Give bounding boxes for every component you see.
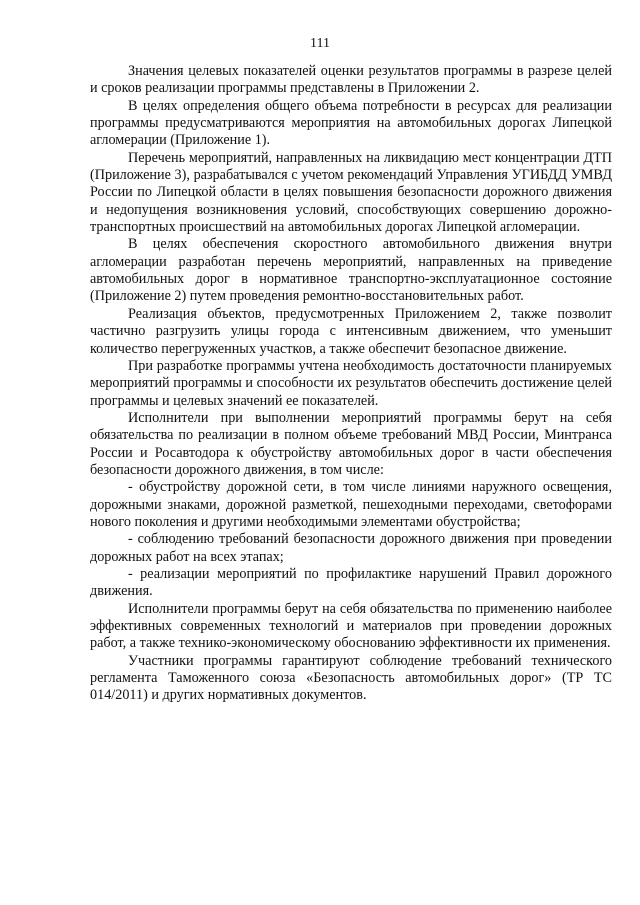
- page-number: 111: [310, 36, 330, 51]
- paragraph: В целях определения общего объема потребности в ресурсах для реализации программы предусматриваются мероприятия на автомобильных дорогах Липецкой агломерации (Приложение 1).: [90, 97, 612, 149]
- paragraph: При разработке программы учтена необходимость достаточности планируемых мероприятий программы и способности их результатов обеспечить достижение целей программы и целевых значений ее показателей.: [90, 357, 612, 409]
- paragraph: Реализация объектов, предусмотренных Приложением 2, также позволит частично разгрузить улицы города с интенсивным движением, что уменьшит количество перегруженных участков, а также обеспечит безопасное движение.: [90, 305, 612, 357]
- list-item: - обустройству дорожной сети, в том числе линиями наружного освещения, дорожными знаками, дорожной разметкой, пешеходными переходами, светофорами нового поколения и другими необходимыми элементами обустройства;: [90, 479, 612, 530]
- paragraph: Перечень мероприятий, направленных на ликвидацию мест концентрации ДТП (Приложение 3), разрабатывался с учетом рекомендаций Управления УГИБДД УМВД России по Липецкой области в целях повышения безопасности дорожного движения и недопущения возникновения условий, способствующих совершению дорожно-транспортных происшествий на автомобильных дорогах Липецкой агломерации.: [90, 149, 612, 236]
- paragraph: Исполнители при выполнении мероприятий программы берут на себя обязательства по реализации в полном объеме требований МВД России, Минтранса России и Росавтодора к обустройству автомобильных дорог в части обеспечения безопасности дорожного движения, в том числе:: [90, 409, 612, 478]
- list-item: - реализации мероприятий по профилактике нарушений Правил дорожного движения.: [90, 565, 612, 600]
- list-item: - соблюдению требований безопасности дорожного движения при проведении дорожных работ на всех этапах;: [90, 531, 612, 565]
- body-text: [90, 63, 612, 705]
- paragraph: Участники программы гарантируют соблюдение требований технического регламента Таможенного союза «Безопасность автомобильных дорог» (ТР ТС 014/2011) и других нормативных документов.: [90, 652, 612, 704]
- paragraph: Исполнители программы берут на себя обязательства по применению наиболее эффективных современных технологий и материалов при проведении дорожных работ, а также технико-экономическому обоснованию эффективности их применения.: [90, 600, 612, 652]
- paragraph: Значения целевых показателей оценки результатов программы в разрезе целей и сроков реализации программы представлены в Приложении 2.: [90, 63, 612, 97]
- paragraph: В целях обеспечения скоростного автомобильного движения внутри агломерации разработан перечень мероприятий, направленных на приведение автомобильных дорог в нормативное транспортно-эксплуатационное состояние (Приложение 2) путем проведения ремонтно-восстановительных работ.: [90, 236, 612, 305]
